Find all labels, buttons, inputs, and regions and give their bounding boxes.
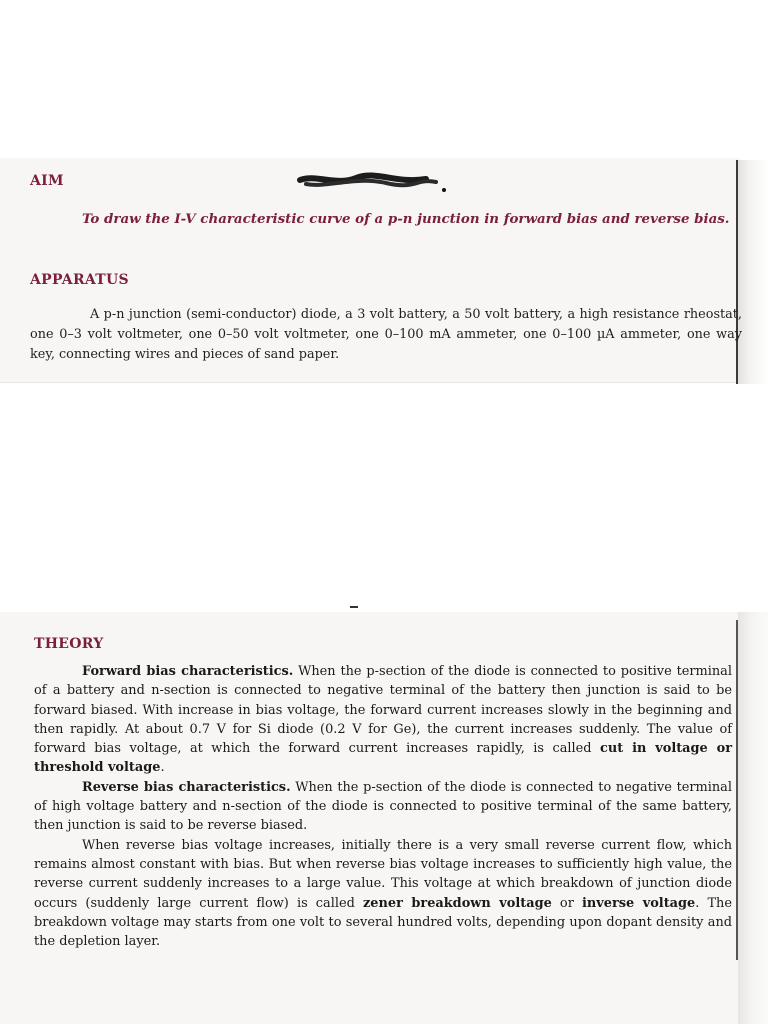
forward-bias-paragraph xyxy=(34,662,732,778)
theory-heading: THEORY xyxy=(34,636,104,652)
theory-body xyxy=(34,662,732,951)
breakdown-paragraph xyxy=(34,836,732,952)
apparatus-text: A p-n junction (semi-conductor) diode, a 3 volt battery, a 50 volt battery, a high resistance rheostat, one 0–3 volt voltmeter, one 0–50 volt voltmeter, one 0–100 mA ammeter, one 0–100 µA ammeter, one way key, connecting wires and pieces of sand paper. xyxy=(30,307,742,362)
inverse-voltage-term: inverse voltage xyxy=(581,895,696,911)
zener-breakdown-term: zener breakdown voltage xyxy=(362,895,552,911)
breakdown-text-mid: or xyxy=(551,895,582,911)
aim-text: To draw the I-V characteristic curve of a p-n junction in forward bias and reverse bias. xyxy=(82,211,730,227)
apparatus-heading: APPARATUS xyxy=(30,272,129,288)
redaction-scribble xyxy=(296,170,446,192)
reverse-bias-title: Reverse bias characteristics. xyxy=(82,779,291,795)
forward-bias-text-1: When the p-section of the diode is connected to positive terminal of a battery and n-section is connected to negative terminal of the battery then junction is said to be forward biased. With increase in bias voltage, the forward current increases slowly in the beginning and then rapidly. At about 0.7 V for Si diode (0.2 V for Ge), the current increases suddenly. The value of forward bias voltage, at which the forward current increases rapidly, is called xyxy=(34,664,732,757)
reverse-bias-text: When the p-section of the diode is connected to negative terminal of high voltage battery and n-section of the diode is connected to positive terminal of the same battery, then junction is said to be reverse biased. xyxy=(34,779,732,834)
stray-mark xyxy=(350,606,358,608)
breakdown-text-2: . The breakdown voltage may starts from one volt to several hundred volts, depending upon dopant density and the depletion layer. xyxy=(34,895,732,950)
bottom-sheet-shadow xyxy=(738,612,768,1024)
aim-heading: AIM xyxy=(30,173,64,189)
top-sheet-shadow xyxy=(738,160,768,384)
forward-bias-title: Forward bias characteristics. xyxy=(82,664,294,679)
threshold-voltage-term: cut in voltage or threshold voltage xyxy=(34,741,733,776)
breakdown-text-1: When reverse bias voltage increases, initially there is a very small reverse current flow, which remains almost constant with bias. But when reverse bias voltage increases to sufficiently high value, the reverse current suddenly increases to a large value. This voltage at which breakdown of junction diode occurs (suddenly large current flow) is called xyxy=(34,837,732,911)
forward-bias-text-2: . xyxy=(160,760,165,776)
bottom-sheet-edge xyxy=(736,620,738,960)
reverse-bias-paragraph xyxy=(34,778,732,836)
